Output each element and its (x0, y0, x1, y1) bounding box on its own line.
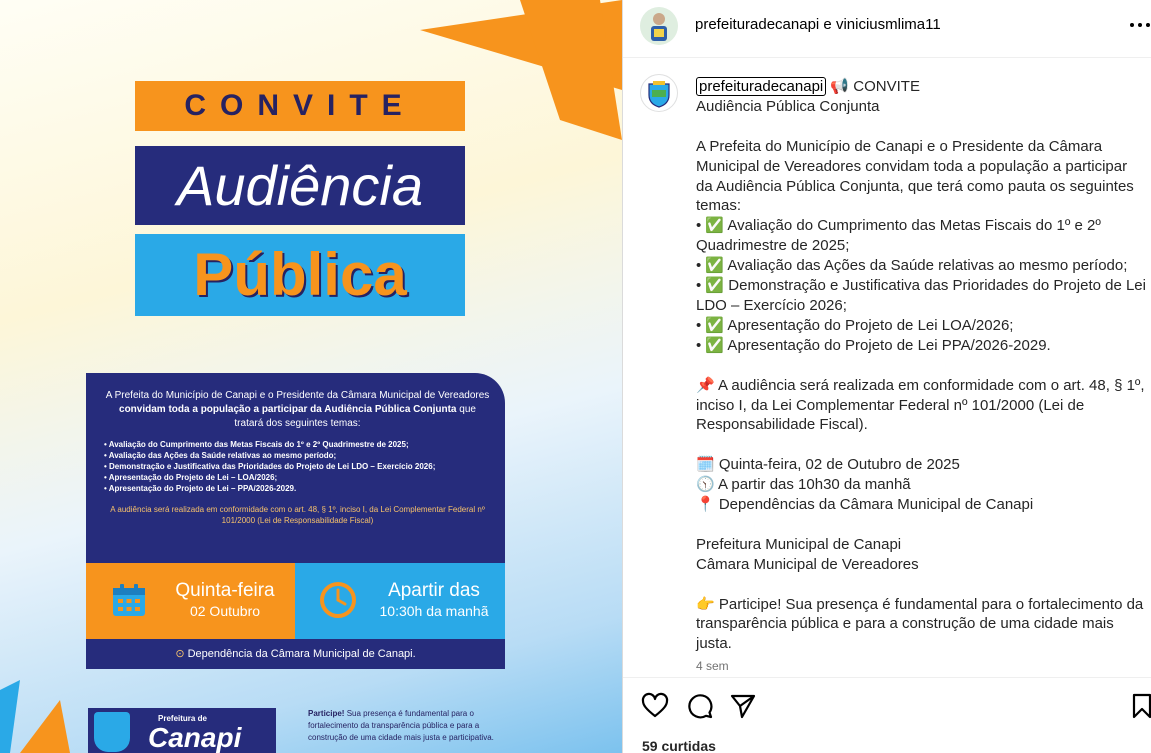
poster-intro-suffix: que tratará dos seguintes temas: (234, 404, 476, 429)
poster-date-text (160, 580, 290, 620)
author-connector: e (819, 16, 836, 33)
poster-note-text: Sua presença é fundamental para o fortalecimento da transparência pública e para a construção de uma cidade mais justa e participativa. (308, 709, 494, 742)
poster-convite-banner: CONVITE (135, 81, 465, 131)
comment-icon[interactable] (686, 692, 714, 720)
post-timestamp[interactable]: 4 sem (696, 659, 729, 673)
post-actions-bar (623, 678, 1151, 738)
clock-icon (319, 581, 357, 619)
poster-legal-note: A audiência será realizada em conformidade com o art. 48, § 1º, inciso I, da Lei Complementar Federal nº 101/2000 (Lei de Responsabilidade Fiscal) (110, 505, 485, 525)
poster-topic-list (104, 439, 491, 494)
poster-intro (104, 389, 491, 431)
caption-body: 📢 CONVITE Audiência Pública Conjunta A Prefeita do Município de Canapi e o Presidente da Câmara Municipal de Vereadores convidam toda a população a participar da Audiência Pública Conjunta, que terá como pauta os seguintes temas: • ✅ Avaliação do Cumprimento das Metas Fiscais do 1º e 2º Quadrimestre de 2025; • ✅ Avaliação das Ações da Saúde relativas ao mesmo período; • ✅ Demonstração e Justificativa das Prioridades do Projeto de Lei LDO – Exercício 2026; • ✅ Apresentação do Projeto de Lei LOA/2026; • ✅ Apresentação do Projeto de Lei PPA/2026-2029. 📌 A audiência será realizada em conformidade com o art. 48, § 1º, inciso I, da Lei Complementar Federal nº 101/2000 (Lei de Responsabilidade Fiscal). 🗓️ Quinta-feira, 02 de Outubro de 2025 🕥 A partir das 10h30 da manhã 📍 Dependências da Câmara Municipal de Canapi Prefeitura Municipal de Canapi Câmara Municipal de Vereadores 👉 Participe! Sua presença é fundamental para o fortalecimento da transparência pública e para a construção de uma cidade mais justa. (696, 78, 1146, 653)
crest-icon (640, 7, 678, 45)
send-icon[interactable] (729, 692, 757, 720)
poster-time-box (295, 563, 505, 639)
poster-topic: • Demonstração e Justificativa das Prioridades do Projeto de Lei LDO – Exercício 2026; (104, 462, 436, 471)
location-pin-icon: ⊙ (175, 648, 188, 660)
author-avatar[interactable] (640, 7, 678, 45)
author-link[interactable]: prefeituradecanapi (695, 16, 820, 33)
post-caption (696, 77, 1146, 654)
poster-location-bar (86, 639, 505, 669)
crest-icon (641, 75, 677, 111)
poster-location: Dependência da Câmara Municipal de Canapi. (187, 648, 416, 660)
poster-intro-bold: convidam toda a população a participar da Audiência Pública Conjunta (119, 404, 457, 415)
heart-icon[interactable] (641, 692, 669, 720)
post-detail-panel (622, 0, 1151, 753)
poster-publica-banner: Pública (135, 234, 465, 316)
poster-info-box (86, 373, 505, 563)
coauthor-link[interactable]: viniciusmlima11 (835, 16, 941, 33)
poster-date-day: Quinta-feira (175, 580, 275, 601)
poster-date-box (86, 563, 295, 639)
likes-count[interactable]: 59 curtidas (642, 738, 716, 753)
poster-topic: • Avaliação das Ações da Saúde relativas ao mesmo período; (104, 451, 337, 460)
caption-author-avatar[interactable] (640, 74, 678, 112)
bookmark-icon[interactable] (1128, 692, 1151, 720)
poster-time-value: 10:30h da manhã (379, 603, 489, 619)
poster-topic: • Avaliação do Cumprimento das Metas Fiscais do 1º e 2º Quadrimestre de 2025; (104, 440, 409, 449)
logo-name: Canapi (148, 722, 242, 753)
poster-participe-note (308, 708, 508, 744)
poster-time-text (369, 580, 499, 620)
canapi-logo (88, 708, 276, 753)
more-horizontal-icon (1128, 14, 1151, 36)
poster-note-bold: Participe! (308, 709, 345, 718)
poster-date-value: 02 Outubro (189, 603, 261, 619)
caption-area (623, 58, 1151, 678)
poster-audiencia-banner: Audiência (135, 146, 465, 225)
more-options-button[interactable] (1128, 14, 1151, 36)
calendar-icon (110, 581, 148, 619)
crest-icon (94, 712, 130, 752)
post-header (623, 0, 1151, 58)
post-authors (695, 16, 941, 33)
poster-topic: • Apresentação do Projeto de Lei – LOA/2026; (104, 473, 278, 482)
poster-intro-prefix: A Prefeita do Município de Canapi e o Presidente da Câmara Municipal de Vereadores (105, 390, 490, 401)
logo-subtitle: Prefeitura de (158, 714, 207, 723)
poster-topic: • Apresentação do Projeto de Lei – PPA/2026-2029. (104, 484, 297, 493)
caption-username-link[interactable]: prefeituradecanapi (696, 77, 826, 96)
poster-time-label: Apartir das (388, 580, 480, 601)
